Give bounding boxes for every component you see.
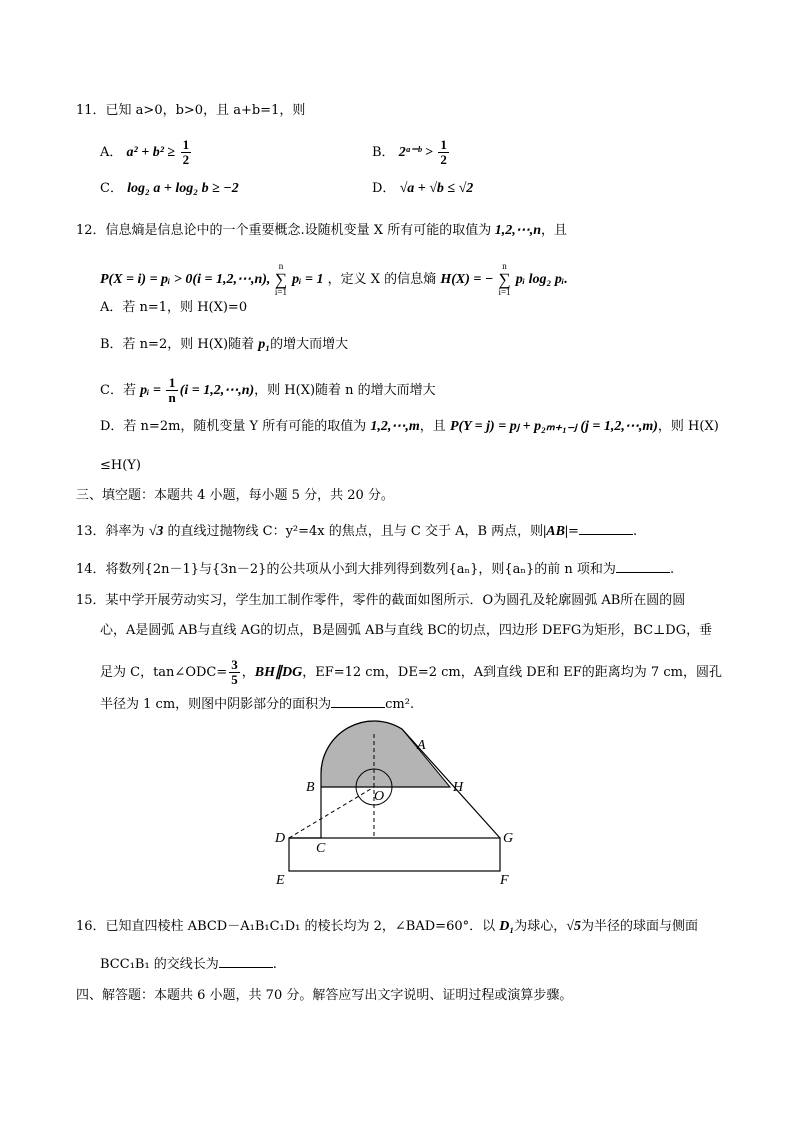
q15-line2: 心，A是圆弧 AB与直线 AG的切点，B是圆弧 AB与直线 BC的切点，四边形 DEFG为矩形，BC⊥DG，垂 (100, 623, 713, 638)
option-d-expr: √a + √b ≤ √2 (399, 181, 474, 196)
q12-stem-end: ，且 (541, 223, 568, 238)
q14-end: . (669, 562, 675, 577)
option-c-lhs: pᵢ = (140, 383, 165, 398)
label-d: D (275, 831, 286, 846)
q15-line3-text: 足为 C，tan∠ODC= (100, 665, 228, 680)
option-c-text-end: ，则 H(X)随着 n 的增大而增大 (254, 383, 436, 398)
bh-parallel-dg: BH∥DG (254, 665, 303, 680)
definition-text: ，定义 X 的信息熵 (327, 272, 441, 287)
answer-blank (219, 955, 273, 968)
q15-line1: 15．某中学开展劳动实习，学生加工制作零件，零件的截面如图所示．O为圆孔及轮廓圆弧 AB所在圆的圆 (76, 593, 686, 608)
option-d-label: D． (372, 181, 396, 196)
label-c: C (316, 841, 326, 856)
q12-option-a: A．若 n=1，则 H(X)=0 (100, 300, 248, 315)
q12-option-d-tail: ≤H(Y) (100, 458, 141, 473)
label-f: F (500, 873, 509, 888)
sum-operator: n ∑ i=1 (498, 261, 511, 297)
frac-den: 2 (440, 152, 447, 167)
option-d-expr: P(Y = j) = pⱼ + p₂ₘ₊₁₋ⱼ (j = 1,2,⋯,m) (449, 419, 658, 434)
frac-num: 1 (166, 376, 177, 391)
entropy-lhs: H(X) = − (440, 272, 494, 287)
sum-top: n (278, 261, 284, 271)
frac-num: 3 (231, 657, 238, 672)
label-a: A (417, 738, 426, 753)
label-h: H (453, 780, 464, 795)
sum-bottom: i=1 (274, 287, 287, 297)
option-c-range: (i = 1,2,⋯,n) (179, 383, 255, 398)
q12-stem-text: 12．信息熵是信息论中的一个重要概念.设随机变量 X 所有可能的取值为 (76, 223, 492, 238)
q16-line2-end: . (272, 957, 277, 972)
q16-text-mid: 为球心， (514, 919, 567, 934)
option-b-expr: 2ᵃ⁻ᵇ > (398, 145, 437, 160)
entropy-body: pᵢ log₂ pᵢ. (515, 272, 568, 287)
section-3-heading: 三、填空题：本题共 4 小题，每小题 5 分，共 20 分。 (76, 488, 394, 503)
line-do-dashed (289, 787, 374, 838)
q13-ab: |AB| (543, 524, 569, 539)
q15-line4-unit: cm². (385, 697, 415, 712)
option-b-text-end: 的增大而增大 (270, 337, 349, 352)
option-b-var: p₁ (258, 337, 271, 352)
sum-top: n (502, 261, 507, 271)
sum-bottom: i=1 (498, 287, 511, 297)
frac-den: n (168, 390, 176, 405)
q13-text: 13．斜率为 (76, 524, 149, 539)
option-d-values: 1,2,⋯,m (370, 419, 420, 434)
option-a-label: A． (100, 145, 123, 160)
option-d-text-end: ，则 H(X) (657, 419, 719, 434)
option-c-text: C．若 (100, 383, 141, 398)
q13-text-mid: 的直线过抛物线 C：y²=4x 的焦点，且与 C 交于 A，B 两点，则 (163, 524, 544, 539)
section-4-heading: 四、解答题：本题共 6 小题，共 70 分。解答应写出文字说明、证明过程或演算步骤。 (76, 988, 573, 1003)
q15-line4-text: 半径为 1 cm，则图中阴影部分的面积为 (100, 697, 332, 712)
q12-values: 1,2,⋯,n (491, 223, 541, 238)
shaded-region (321, 721, 450, 787)
option-b-text: B．若 n=2，则 H(X)随着 (100, 337, 259, 352)
option-d-text: D．若 n=2m，随机变量 Y 所有可能的取值为 (100, 419, 371, 434)
q15-line3: 足为 C，tan∠ODC= $\frac{3}{5}$ ，BH∥DG，EF=12 cm，DE=2 cm，A到直线 DE和 EF的距离均为 7 cm，圆孔 (100, 657, 722, 687)
option-d-mid: ，且 (419, 419, 450, 434)
prob-condition: P(X = i) = pᵢ > 0(i = 1,2,⋯,n), (100, 272, 274, 287)
q16-line1 (76, 918, 698, 936)
sum-body: pᵢ = 1 (292, 272, 324, 287)
q11-stem: 11．已知 a>0，b>0，且 a+b=1，则 (76, 103, 306, 118)
q16-text: 16．已知直四棱柱 ABCD－A₁B₁C₁D₁ 的棱长均为 2，∠BAD=60°．以 (76, 919, 500, 934)
q16-line2 (100, 955, 277, 974)
option-c-expr: log₂ a + log₂ b ≥ −2 (127, 181, 239, 196)
q15-line3-end: ，EF=12 cm，DE=2 cm，A到直线 DE和 EF的距离均为 7 cm，圆孔 (302, 665, 722, 680)
label-o: O (374, 789, 385, 804)
sum-operator: n ∑ i=1 (274, 261, 288, 297)
q13-sqrt3: √3 (148, 524, 164, 539)
q13-eq: = (568, 524, 579, 539)
option-b-label: B． (372, 145, 395, 160)
frac-den: 2 (182, 152, 190, 167)
frac-num: 1 (182, 137, 190, 152)
q13-end: . (632, 524, 638, 539)
option-a-expr: a² + b² ≥ (126, 145, 179, 160)
frac-den: 5 (231, 672, 238, 687)
q14-text: 14．将数列{2n－1}与{3n－2}的公共项从小到大排列得到数列{aₙ}，则{aₙ}的前 n 项和为 (76, 562, 616, 577)
label-e: E (276, 873, 285, 888)
q16-line2-text: BCC₁B₁ 的交线长为 (100, 957, 219, 972)
label-g: G (503, 831, 514, 846)
label-b: B (306, 780, 315, 795)
q16-text-end: 为半径的球面与侧面 (580, 919, 698, 934)
q16-d1: D₁ (499, 919, 515, 934)
frac-num: 1 (440, 137, 447, 152)
option-c-label: C． (100, 181, 123, 196)
q16-sqrt5: √5 (566, 919, 581, 934)
